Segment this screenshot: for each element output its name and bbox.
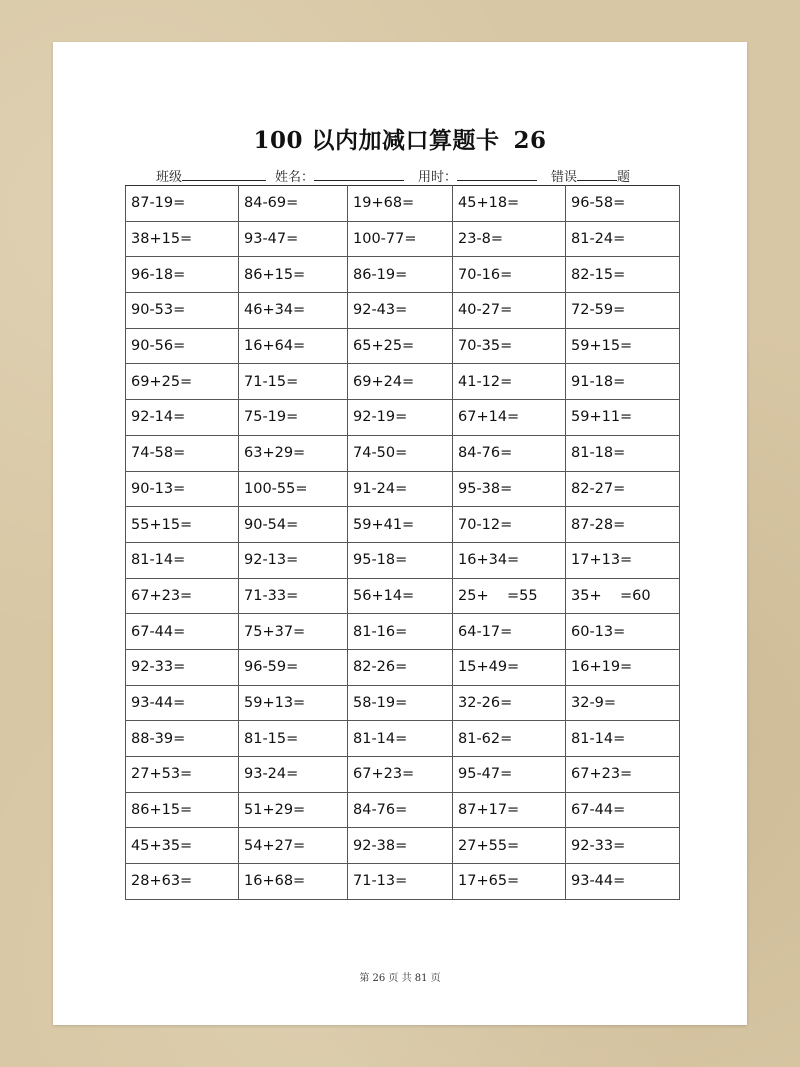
problem-row bbox=[126, 721, 680, 757]
problem-cell: 28+63= bbox=[126, 864, 239, 900]
problem-cell: 65+25= bbox=[348, 328, 453, 364]
problem-cell: 90-13= bbox=[126, 471, 239, 507]
name-blank bbox=[314, 167, 404, 181]
page-title bbox=[53, 122, 747, 155]
problem-cell: 56+14= bbox=[348, 578, 453, 614]
problem-cell: 96-59= bbox=[239, 649, 348, 685]
problem-row bbox=[126, 186, 680, 222]
problem-row bbox=[126, 828, 680, 864]
problem-cell: 19+68= bbox=[348, 186, 453, 222]
problem-cell: 74-50= bbox=[348, 435, 453, 471]
problem-cell: 82-15= bbox=[566, 257, 680, 293]
title-text: 100 以内加减口算题卡 bbox=[253, 127, 500, 154]
problem-cell: 95-38= bbox=[453, 471, 566, 507]
problem-cell: 96-58= bbox=[566, 186, 680, 222]
class-label: 班级 bbox=[156, 170, 183, 185]
problem-cell: 41-12= bbox=[453, 364, 566, 400]
page-footer: 第 26 页 共 81 页 bbox=[359, 973, 441, 984]
problem-cell: 92-33= bbox=[126, 649, 239, 685]
problem-cell: 67-44= bbox=[566, 792, 680, 828]
problem-cell: 82-27= bbox=[566, 471, 680, 507]
problem-cell: 45+18= bbox=[453, 186, 566, 222]
problem-cell: 59+13= bbox=[239, 685, 348, 721]
problem-cell: 81-62= bbox=[453, 721, 566, 757]
problem-cell: 25+ =55 bbox=[453, 578, 566, 614]
problem-row bbox=[126, 757, 680, 793]
errors-suffix: 题 bbox=[617, 170, 631, 185]
problem-cell: 15+49= bbox=[453, 649, 566, 685]
problem-cell: 81-15= bbox=[239, 721, 348, 757]
problem-cell: 92-19= bbox=[348, 400, 453, 436]
problem-cell: 72-59= bbox=[566, 293, 680, 329]
problem-cell: 59+15= bbox=[566, 328, 680, 364]
time-label: 用时： bbox=[418, 170, 458, 185]
errors-label: 错误 bbox=[551, 170, 578, 185]
problem-cell: 91-18= bbox=[566, 364, 680, 400]
problem-cell: 90-54= bbox=[239, 507, 348, 543]
name-label: 姓名： bbox=[275, 170, 315, 185]
problem-row bbox=[126, 221, 680, 257]
problem-cell: 71-33= bbox=[239, 578, 348, 614]
problem-cell: 88-39= bbox=[126, 721, 239, 757]
problem-cell: 70-35= bbox=[453, 328, 566, 364]
problem-cell: 55+15= bbox=[126, 507, 239, 543]
problem-cell: 95-47= bbox=[453, 757, 566, 793]
problem-cell: 82-26= bbox=[348, 649, 453, 685]
problem-cell: 92-33= bbox=[566, 828, 680, 864]
problem-cell: 23-8= bbox=[453, 221, 566, 257]
problem-row bbox=[126, 685, 680, 721]
problem-cell: 92-43= bbox=[348, 293, 453, 329]
problem-cell: 27+55= bbox=[453, 828, 566, 864]
problem-cell: 81-14= bbox=[566, 721, 680, 757]
problem-row bbox=[126, 471, 680, 507]
problem-row bbox=[126, 400, 680, 436]
problem-cell: 16+68= bbox=[239, 864, 348, 900]
problem-cell: 75-19= bbox=[239, 400, 348, 436]
problem-cell: 81-14= bbox=[348, 721, 453, 757]
problem-cell: 16+64= bbox=[239, 328, 348, 364]
errors-blank bbox=[577, 167, 617, 181]
problem-cell: 90-53= bbox=[126, 293, 239, 329]
problem-cell: 87-28= bbox=[566, 507, 680, 543]
problem-cell: 74-58= bbox=[126, 435, 239, 471]
problem-cell: 100-77= bbox=[348, 221, 453, 257]
problem-cell: 95-18= bbox=[348, 542, 453, 578]
problem-cell: 67+23= bbox=[566, 757, 680, 793]
problem-cell: 17+65= bbox=[453, 864, 566, 900]
problem-cell: 59+41= bbox=[348, 507, 453, 543]
problem-row bbox=[126, 257, 680, 293]
problem-grid-body bbox=[126, 186, 680, 900]
worksheet-page bbox=[53, 42, 747, 1025]
problem-cell: 81-14= bbox=[126, 542, 239, 578]
problem-cell: 93-44= bbox=[126, 685, 239, 721]
problem-cell: 64-17= bbox=[453, 614, 566, 650]
problem-cell: 32-26= bbox=[453, 685, 566, 721]
problem-cell: 32-9= bbox=[566, 685, 680, 721]
problem-cell: 67+14= bbox=[453, 400, 566, 436]
problem-cell: 71-13= bbox=[348, 864, 453, 900]
problem-row bbox=[126, 864, 680, 900]
problem-cell: 45+35= bbox=[126, 828, 239, 864]
problem-cell: 67+23= bbox=[348, 757, 453, 793]
problem-cell: 75+37= bbox=[239, 614, 348, 650]
problem-cell: 40-27= bbox=[453, 293, 566, 329]
problem-row bbox=[126, 614, 680, 650]
problem-cell: 81-18= bbox=[566, 435, 680, 471]
problem-cell: 59+11= bbox=[566, 400, 680, 436]
problem-cell: 93-47= bbox=[239, 221, 348, 257]
problem-cell: 70-12= bbox=[453, 507, 566, 543]
student-info-line bbox=[125, 166, 685, 186]
problem-cell: 92-14= bbox=[126, 400, 239, 436]
problem-cell: 35+ =60 bbox=[566, 578, 680, 614]
problem-cell: 27+53= bbox=[126, 757, 239, 793]
problem-cell: 60-13= bbox=[566, 614, 680, 650]
problem-cell: 69+25= bbox=[126, 364, 239, 400]
problem-cell: 92-13= bbox=[239, 542, 348, 578]
problem-cell: 16+34= bbox=[453, 542, 566, 578]
problem-cell: 86+15= bbox=[239, 257, 348, 293]
problem-cell: 38+15= bbox=[126, 221, 239, 257]
problem-row bbox=[126, 364, 680, 400]
problem-cell: 86+15= bbox=[126, 792, 239, 828]
problem-cell: 92-38= bbox=[348, 828, 453, 864]
problem-cell: 54+27= bbox=[239, 828, 348, 864]
problem-cell: 81-24= bbox=[566, 221, 680, 257]
problem-cell: 69+24= bbox=[348, 364, 453, 400]
class-blank bbox=[182, 167, 266, 181]
problem-cell: 93-24= bbox=[239, 757, 348, 793]
problem-row bbox=[126, 649, 680, 685]
problem-cell: 67+23= bbox=[126, 578, 239, 614]
problem-cell: 84-76= bbox=[348, 792, 453, 828]
problem-cell: 63+29= bbox=[239, 435, 348, 471]
problem-cell: 96-18= bbox=[126, 257, 239, 293]
problem-cell: 16+19= bbox=[566, 649, 680, 685]
problem-cell: 51+29= bbox=[239, 792, 348, 828]
problem-cell: 93-44= bbox=[566, 864, 680, 900]
problem-grid bbox=[125, 185, 680, 900]
problem-row bbox=[126, 435, 680, 471]
problem-cell: 86-19= bbox=[348, 257, 453, 293]
problem-row bbox=[126, 542, 680, 578]
problem-cell: 67-44= bbox=[126, 614, 239, 650]
problem-cell: 91-24= bbox=[348, 471, 453, 507]
problem-cell: 81-16= bbox=[348, 614, 453, 650]
problem-row bbox=[126, 578, 680, 614]
problem-cell: 17+13= bbox=[566, 542, 680, 578]
title-number: 26 bbox=[513, 127, 547, 154]
problem-cell: 58-19= bbox=[348, 685, 453, 721]
problem-cell: 87-19= bbox=[126, 186, 239, 222]
time-blank bbox=[457, 167, 537, 181]
problem-cell: 70-16= bbox=[453, 257, 566, 293]
problem-cell: 100-55= bbox=[239, 471, 348, 507]
problem-row bbox=[126, 328, 680, 364]
problem-row bbox=[126, 293, 680, 329]
problem-cell: 84-69= bbox=[239, 186, 348, 222]
problem-cell: 90-56= bbox=[126, 328, 239, 364]
problem-cell: 46+34= bbox=[239, 293, 348, 329]
problem-cell: 87+17= bbox=[453, 792, 566, 828]
problem-row bbox=[126, 792, 680, 828]
problem-cell: 84-76= bbox=[453, 435, 566, 471]
problem-cell: 71-15= bbox=[239, 364, 348, 400]
problem-row bbox=[126, 507, 680, 543]
